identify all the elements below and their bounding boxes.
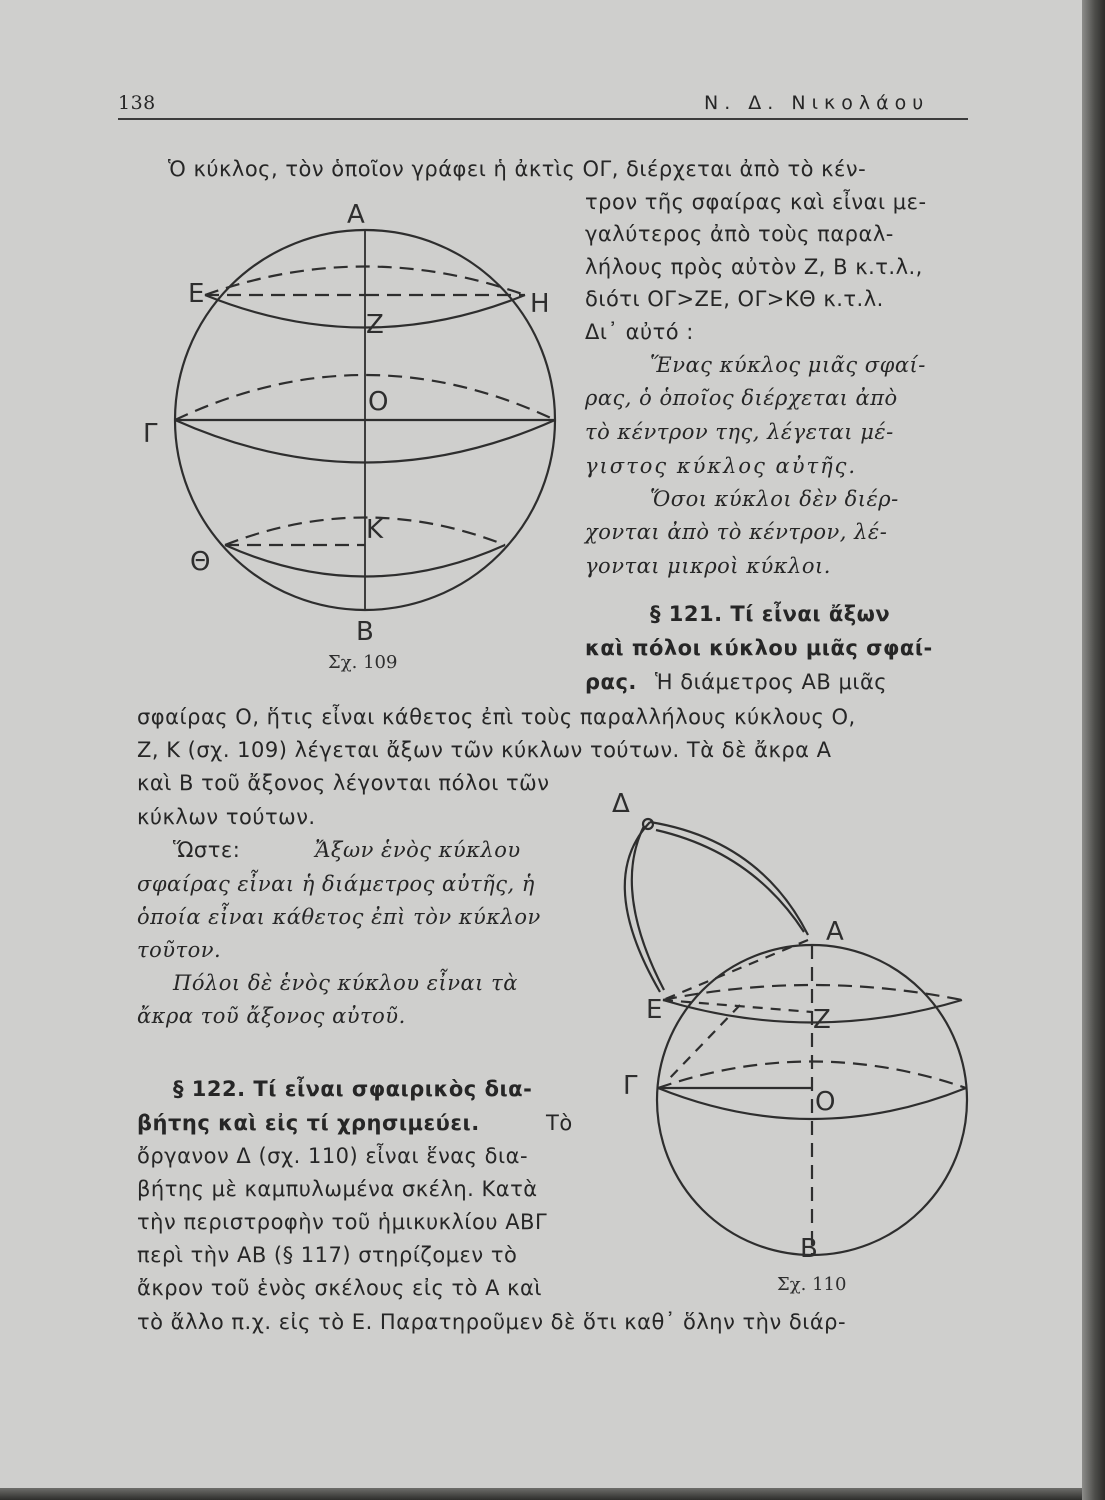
label-B: Β (356, 617, 374, 647)
section-heading: βήτης καὶ εἰς τί χρησιμεύει. (137, 1111, 480, 1135)
definition-line: γονται μικροὶ κύκλοι. (585, 554, 831, 578)
text-line: Ὁ κύκλος, τὸν ὁποῖον γράφει ἡ ἀκτὶς ΟΓ, διέρχεται ἀπὸ τὸ κέν- (168, 157, 867, 181)
text-line: Δι᾽ αὐτό : (585, 320, 694, 344)
definition-line: ἄκρα τοῦ ἄξονος αὐτοῦ. (137, 1004, 406, 1028)
definition-line: τὸ κέντρον της, λέγεται μέ- (585, 420, 894, 444)
section-heading: ρας. (585, 670, 637, 694)
definition-line: Ἕνας κύκλος μιᾶς σφαί- (650, 353, 926, 377)
caption-109: Σχ. 109 (328, 652, 398, 673)
label-Z: Ζ (366, 310, 384, 340)
text-line: τρον τῆς σφαίρας καὶ εἶναι με- (585, 190, 927, 214)
chord-AE (663, 940, 808, 1000)
definition-line: ρας, ὁ ὁποῖος διέρχεται ἀπὸ (585, 386, 898, 410)
text-line: βήτης μὲ καμπυλωμένα σκέλη. Κατὰ (137, 1177, 538, 1201)
label-K: Κ (366, 515, 384, 545)
definition-line: Πόλοι δὲ ἑνὸς κύκλου εἶναι τὰ (173, 971, 518, 995)
text-line: τὴν περιστροφὴν τοῦ ἡμικυκλίου ΑΒΓ (137, 1210, 548, 1234)
label-A-110: Α (826, 917, 844, 947)
compass-leg-outer-2 (632, 826, 664, 990)
text-line: κύκλων τούτων. (137, 805, 316, 829)
label-D: Δ (612, 789, 630, 819)
text-line: καὶ Β τοῦ ἄξονος λέγονται πόλοι τῶν (137, 771, 550, 795)
label-Z-110: Ζ (813, 1005, 831, 1035)
text-line: σφαίρας Ο, ἥτις εἶναι κάθετος ἐπὶ τοὺς παραλλήλους κύκλους Ο, (137, 705, 856, 729)
label-E-110: Ε (646, 995, 663, 1025)
text-line: διότι ΟΓ>ΖΕ, ΟΓ>ΚΘ κ.τ.λ. (585, 287, 884, 311)
text-line: ὄργανον Δ (σχ. 110) εἶναι ἕνας δια- (137, 1144, 529, 1168)
page-number: 138 (118, 92, 156, 114)
text-line: περὶ τὴν ΑΒ (§ 117) στηρίζομεν τὸ (137, 1243, 518, 1267)
text-line: λήλους πρὸς αὐτὸν Ζ, Β κ.τ.λ., (585, 255, 923, 279)
label-G: Γ (143, 419, 158, 449)
text-line: Ἡ διάμετρος ΑΒ μιᾶς (655, 670, 888, 694)
text-line: Τὸ (546, 1111, 573, 1135)
text-line: Ζ, Κ (σχ. 109) λέγεται ἄξων τῶν κύκλων τούτων. Τὰ δὲ ἄκρα Α (137, 738, 832, 762)
compass-leg-inner (650, 822, 808, 935)
label-Th: Θ (190, 547, 211, 577)
running-title: Ν. Δ. Νικολάου (704, 92, 930, 114)
definition-line: τοῦτον. (137, 938, 222, 962)
text-line: τὸ ἄλλο π.χ. εἰς τὸ Ε. Παρατηροῦμεν δὲ ὅτι καθ᾽ ὅλην τὴν διάρ- (137, 1310, 847, 1334)
compass-leg-outer (625, 822, 660, 992)
caption-110: Σχ. 110 (777, 1274, 847, 1295)
definition-line: ὁποία εἶναι κάθετος ἐπὶ τὸν κύκλον (137, 905, 541, 929)
text-line: ἄκρον τοῦ ἑνὸς σκέλους εἰς τὸ Α καὶ (137, 1276, 543, 1300)
label-O: Ο (368, 387, 389, 417)
definition-line: γιστος κύκλος αὐτῆς. (585, 454, 858, 478)
text-line: γαλύτερος ἀπὸ τοὺς παραλ- (585, 222, 894, 246)
section-heading: καὶ πόλοι κύκλου μιᾶς σφαί- (585, 636, 933, 660)
label-A: Α (347, 200, 365, 230)
compass-leg-inner-2 (656, 830, 804, 932)
definition-line: σφαίρας εἶναι ἡ διάμετρος αὐτῆς, ἡ (137, 872, 535, 896)
label-E: Ε (188, 279, 205, 309)
section-heading: § 121. Τί εἶναι ἄξων (650, 602, 891, 626)
label-B-110: Β (800, 1234, 818, 1264)
definition-line: χονται ἀπὸ τὸ κέντρον, λέ- (585, 520, 888, 544)
text-line: Ὥστε: (173, 838, 241, 862)
label-H: Η (530, 289, 550, 319)
definition-line: Ὅσοι κύκλοι δὲν διέρ- (650, 487, 899, 511)
section-heading: § 122. Τί εἶναι σφαιρικὸς δια- (173, 1077, 533, 1101)
label-O-110: Ο (815, 1087, 836, 1117)
definition-line: Ἄξων ἑνὸς κύκλου (315, 838, 521, 862)
label-G-110: Γ (623, 1071, 638, 1101)
